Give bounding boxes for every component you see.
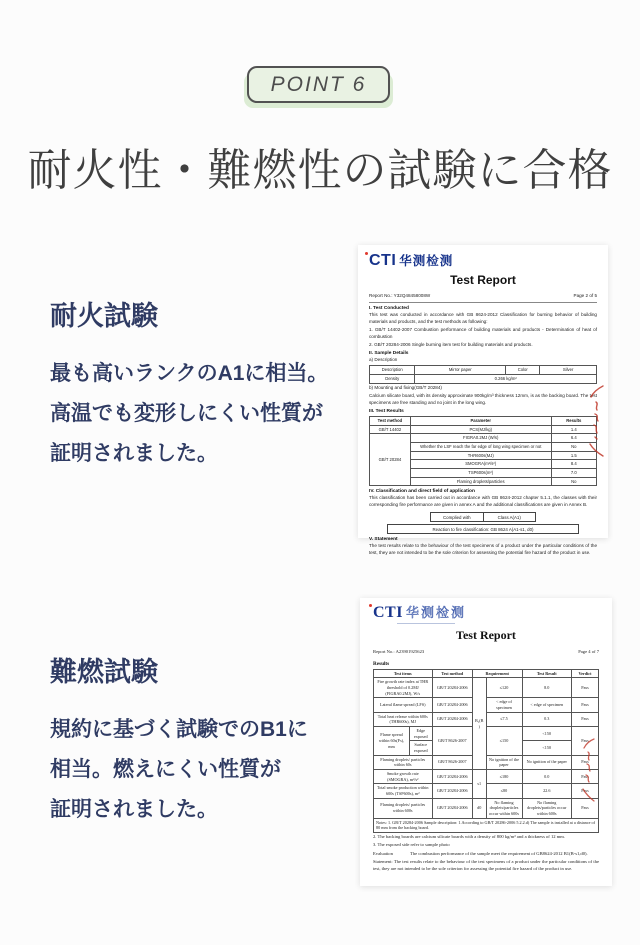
note-2: 2. The backing boards are calcium silicate boards with a density of 800 kg/m³ and a thickness of 12 mm.	[373, 834, 566, 840]
table-row	[370, 416, 597, 425]
table-cell: Mirror paper	[415, 366, 506, 375]
flame-retardancy-test-report	[360, 598, 612, 886]
sample-details-table	[369, 365, 597, 383]
table-cell: Test items	[374, 669, 433, 678]
table-cell: ≤150	[486, 726, 522, 755]
table-cell: Silver	[540, 366, 597, 375]
handwritten-red-annotation-icon	[576, 736, 598, 804]
table-cell: GB/T 20284-2006	[432, 769, 473, 783]
section-test-conducted: I. Test Conducted	[369, 306, 409, 311]
table-cell: No	[551, 442, 596, 451]
table-cell: GB/T 20284-2006	[432, 798, 473, 818]
table-cell: SMOGRA(m²/s²)	[410, 460, 551, 469]
section-classification: IV. Classification and direct field of application	[369, 488, 475, 494]
table-cell: Parameter	[410, 416, 551, 425]
table-row	[370, 434, 597, 443]
handwritten-red-annotation-icon	[583, 383, 607, 459]
table-cell: Requirement	[473, 669, 523, 678]
report-number: Report No.: A23901925623	[373, 649, 425, 654]
point-badge-label: POINT 6	[270, 72, 367, 96]
section-statement: V. Statement	[369, 537, 398, 543]
fire-resistance-copy	[50, 294, 360, 474]
table-cell: s1	[473, 769, 487, 798]
mounting-label: b) Mounting and fixing(GB/T 20284)	[369, 385, 442, 391]
table-cell: 0.266 kg/m²	[415, 375, 597, 384]
results-table	[373, 669, 599, 833]
note-3: 3. The exposed side refer to sample photo	[373, 842, 450, 848]
cti-logo-tagline-rule	[397, 623, 455, 625]
test-method-2: 2. GB/T 20284-2006 Single burning item test for building materials and products.	[369, 341, 533, 347]
table-cell: No flaming droplets/particles occur within 600s	[486, 798, 522, 818]
table-cell: No ignition of the paper	[522, 755, 572, 769]
table-cell: Pass	[572, 698, 599, 712]
table-cell: ≤180	[486, 769, 522, 783]
fire-resistance-line-1: 最も高いランクのA1に相当。	[50, 362, 329, 385]
table-cell: Smoke growth rate (SMOGRA), m²/s²	[374, 769, 433, 783]
table-cell: Edge exposed	[410, 726, 433, 740]
table-cell: Color	[506, 366, 540, 375]
test-method-1: 1. GB/T 14402-2007 Combustion performance of building materials and products - Determination of heat of combustion	[369, 326, 597, 339]
table-cell: THR600s(MJ)	[410, 451, 551, 460]
table-cell: 1.5	[551, 451, 596, 460]
table-cell: <150	[522, 726, 572, 740]
table-row	[370, 375, 597, 384]
fire-resistance-line-3: 証明されました。	[50, 442, 218, 465]
table-cell: GB/T 20284	[370, 434, 411, 486]
mounting-text: Calcium silicate board, with its density approximate 900kg/m³ thickness 12mm, is as the backing board. The test specimens are free standing and no joint in the long wing.	[369, 393, 597, 405]
table-cell: Pass	[572, 678, 599, 698]
table-cell: GB/T 20284-2006	[432, 712, 473, 726]
report-meta-row	[369, 293, 597, 303]
table-row	[374, 712, 599, 726]
section-sample-details: II. Sample Details	[369, 350, 409, 356]
flame-retardancy-line-2: 相当。燃えにくい性質が	[50, 758, 281, 781]
report-page: Page 4 of 7	[578, 649, 599, 654]
table-cell: GB/T 8626-2007	[432, 726, 473, 755]
cti-logo-text: CTI	[369, 252, 397, 269]
table-cell: Flaming droplets/particles	[410, 477, 551, 486]
table-cell: 8.0	[522, 678, 572, 698]
table-cell: <150	[522, 741, 572, 755]
table-cell: Test method	[370, 416, 411, 425]
table-row	[374, 798, 599, 818]
table-cell: B₁(B)	[473, 678, 487, 770]
report-title: Test Report	[450, 273, 516, 287]
report-page: Page 2 of 5	[573, 293, 597, 298]
cti-logo-text: CTI	[373, 604, 403, 621]
fire-resistance-line-2: 高温でも変形しにくい性質が	[50, 402, 323, 425]
table-cell: PCS(MJ/kg)	[410, 425, 551, 434]
table-cell: No flaming droplets/particles occur within 600s	[522, 798, 572, 818]
table-row	[374, 678, 599, 698]
results-label: Results	[373, 661, 390, 667]
evaluation-row	[373, 851, 599, 858]
table-cell: Surface exposed	[410, 741, 433, 755]
table-cell: Test method	[432, 669, 473, 678]
table-cell: Total heat release within 600s (THR600s), MJ	[374, 712, 433, 726]
table-cell: Density	[370, 375, 415, 384]
table-cell: FIGRA0.2MJ (W/s)	[410, 434, 551, 443]
evaluation-text: The combustion performance of the sample meet the requirement of GB8624-2012 B1(B-s1,d0).	[410, 851, 588, 857]
table-cell: d0	[473, 798, 487, 818]
classification-text: This classification has been carried out in accordance with GB 8624-2012 chapter 5.1.1, the classes with their corresponding fire performance are given in annex A and the additional classifications are given in Annex B.	[369, 494, 597, 507]
table-cell: Pass	[572, 755, 599, 769]
table-cell: 0.0	[522, 769, 572, 783]
table-cell: 6.4	[551, 434, 596, 443]
table-cell: GB/T 8626-2007	[432, 755, 473, 769]
table-cell: 0.3	[522, 712, 572, 726]
table-cell: Pass	[572, 726, 599, 755]
table-row	[374, 726, 599, 740]
table-cell: Total smoke production within 600s (TSP600s), m²	[374, 784, 433, 798]
table-row	[374, 769, 599, 783]
table-cell: Pass	[572, 784, 599, 798]
table-cell: ≤7.5	[486, 712, 522, 726]
cti-logo	[369, 253, 597, 269]
cti-logo	[373, 605, 599, 621]
report-number: Report No.: Y32Q48458008W	[369, 293, 431, 298]
table-row	[374, 698, 599, 712]
table-cell: 8.4	[551, 460, 596, 469]
cti-logo-chinese: 华测检测	[399, 254, 454, 268]
flame-retardancy-title: 難燃試験	[50, 657, 158, 687]
table-cell: Results	[551, 416, 596, 425]
table-cell: < edge of specimen	[486, 698, 522, 712]
table-row	[370, 425, 597, 434]
table-cell: Pass	[572, 798, 599, 818]
table-cell: GB/T 20284-2006	[432, 784, 473, 798]
table-cell: 1.4	[551, 425, 596, 434]
complied-with-box	[430, 512, 536, 522]
table-cell: No	[551, 477, 596, 486]
flame-retardancy-line-3: 証明されました。	[50, 798, 218, 821]
complied-with-label: Complied with	[431, 513, 484, 521]
fire-resistance-title: 耐火試験	[50, 301, 158, 331]
table-cell: Lateral flame spread (LFS)	[374, 698, 433, 712]
statement-text: The test results relate to the behaviour of the test specimens of a product under the particular conditions of the test, they are not intended to be the sole criterion for assessing the potential fire hazard of the product in use.	[369, 543, 597, 555]
table-cell: Pass	[572, 769, 599, 783]
point-badge	[247, 66, 390, 103]
report-title: Test Report	[456, 628, 516, 642]
table-cell: Verdict	[572, 669, 599, 678]
table-cell: Test Result	[522, 669, 572, 678]
table-cell: 22.6	[522, 784, 572, 798]
cti-logo-red-dot-icon	[365, 252, 368, 255]
table-cell: Pass	[572, 712, 599, 726]
table-row	[370, 366, 597, 375]
cti-logo-chinese-outline: 华测检测	[405, 605, 466, 620]
fire-resistance-test-report	[358, 245, 608, 555]
fire-classification-box: Reaction to fire classification: GB 8624 A(A1-s1, d0)	[387, 524, 579, 534]
table-row	[374, 755, 599, 769]
table-cell: Fire growth rate index at THR threshold of 0.2MJ (FIGRA0.2MJ), W/s	[374, 678, 433, 698]
flame-retardancy-copy	[50, 650, 360, 830]
statement-text: Statement: The test results relate to the behaviour of the test specimens of a product under the particular conditions of the test, they are not intended to be the sole criterion for assessing the potential fire hazard of the product in use.	[373, 858, 599, 871]
table-row	[374, 669, 599, 678]
class-value: Class A(A1)	[497, 514, 521, 520]
table-cell: Flaming droplets/ particles within 60s	[374, 755, 433, 769]
table-cell: 7.0	[551, 468, 596, 477]
table-cell: Description	[370, 366, 415, 375]
sample-description-label: a) Description	[369, 356, 398, 362]
flame-retardancy-line-1: 規約に基づく試験でのB1に	[50, 718, 308, 741]
table-cell: Whether the LSF reach the far edge of long wing specimen or not	[410, 442, 551, 451]
table-cell: No ignition of the paper	[486, 755, 522, 769]
table-cell: GB/T 20284-2006	[432, 678, 473, 698]
table-cell: ≤120	[486, 678, 522, 698]
table-cell: ≤80	[486, 784, 522, 798]
table-cell: GB/T 20284-2006	[432, 698, 473, 712]
test-results-table	[369, 416, 597, 486]
cti-logo-red-dot-icon	[369, 604, 372, 607]
test-conducted-text: This test was conducted in accordance with GB 8624-2012 Classification for burning behavior of building materials and products, and the test methods as following:	[369, 312, 597, 324]
table-cell: < edge of specimen	[522, 698, 572, 712]
table-cell: GB/T 14402	[370, 425, 411, 434]
table-row	[374, 784, 599, 798]
table-cell: Flame spread within 60s(Fs), mm	[374, 726, 410, 755]
section-test-results: III. Test Results	[369, 409, 404, 415]
table-cell: Notes: 1. GB/T 20284-2006 Sample description: 1.According to GB/T 20286-2006 5.2.2.d) The sample is installed at a distance of 80 mm from the backing board.	[374, 818, 599, 832]
table-row	[374, 818, 599, 832]
page-title: 耐火性・難燃性の試験に合格	[27, 146, 613, 195]
evaluation-label: Evaluation	[373, 851, 393, 857]
table-cell: Flaming droplets/ particles within 600s	[374, 798, 433, 818]
report-meta-row	[373, 649, 599, 658]
table-cell: TSP600s(m²)	[410, 468, 551, 477]
